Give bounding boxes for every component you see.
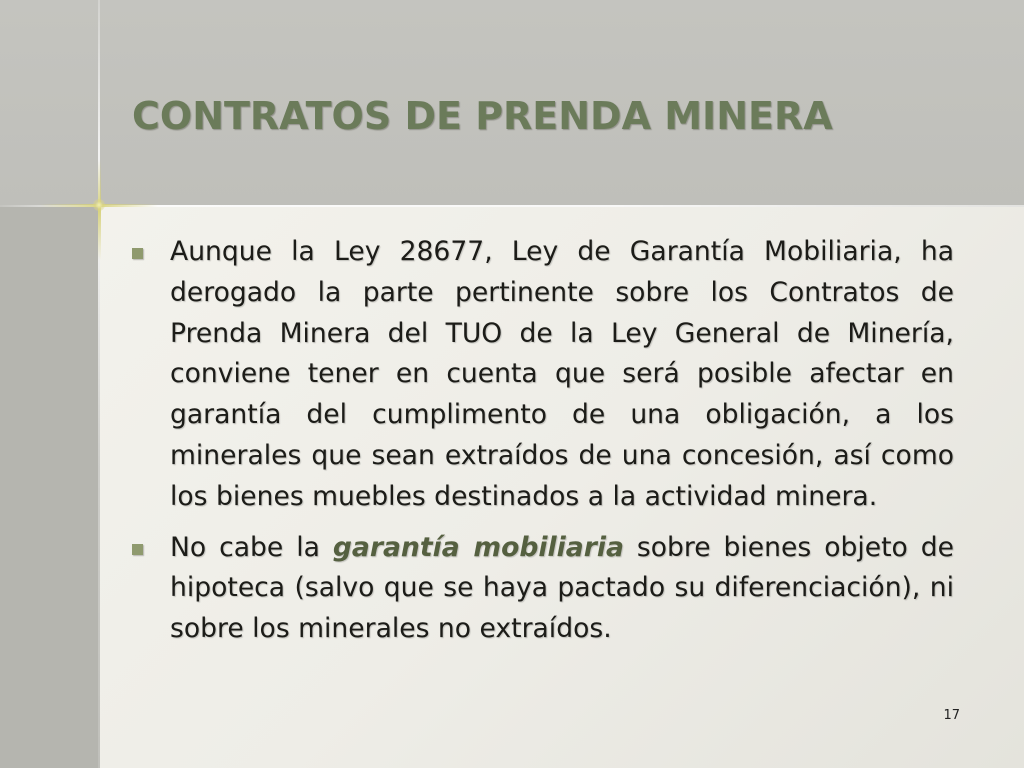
vertical-divider-line — [98, 0, 100, 768]
bullet-text-2 — [170, 528, 954, 650]
square-bullet-icon — [132, 544, 143, 555]
bullet-text-2-emphasis: garantía mobiliaria — [332, 531, 624, 563]
bullet-item-2 — [132, 528, 954, 650]
bullet-text-1: Aunque la Ley 28677, Ley de Garantía Mobiliaria, ha derogado la parte pertinente sobre los Contratos de Prenda Minera del TUO de la Ley General de Minería, conviene tener en cuenta que será posible afectar en garantía del cumplimento de una obligación, a los minerales que sean extraídos de una concesión, así como los bienes muebles destinados a la actividad minera. — [170, 236, 954, 512]
page-number: 17 — [943, 708, 960, 723]
sparkle-icon — [93, 199, 105, 211]
bullet-item-1 — [132, 232, 954, 518]
left-strip-background — [0, 205, 100, 768]
bullet-text-2-before: No cabe la — [170, 531, 333, 563]
bullet-list — [132, 232, 954, 660]
bullet-text-2-after: sobre bienes objeto de hipoteca (salvo que se haya pactado su diferenciación), ni sobre los minerales no extraídos. — [170, 531, 954, 645]
square-bullet-icon — [132, 248, 143, 259]
slide-title: CONTRATOS DE PRENDA MINERA — [132, 94, 833, 138]
